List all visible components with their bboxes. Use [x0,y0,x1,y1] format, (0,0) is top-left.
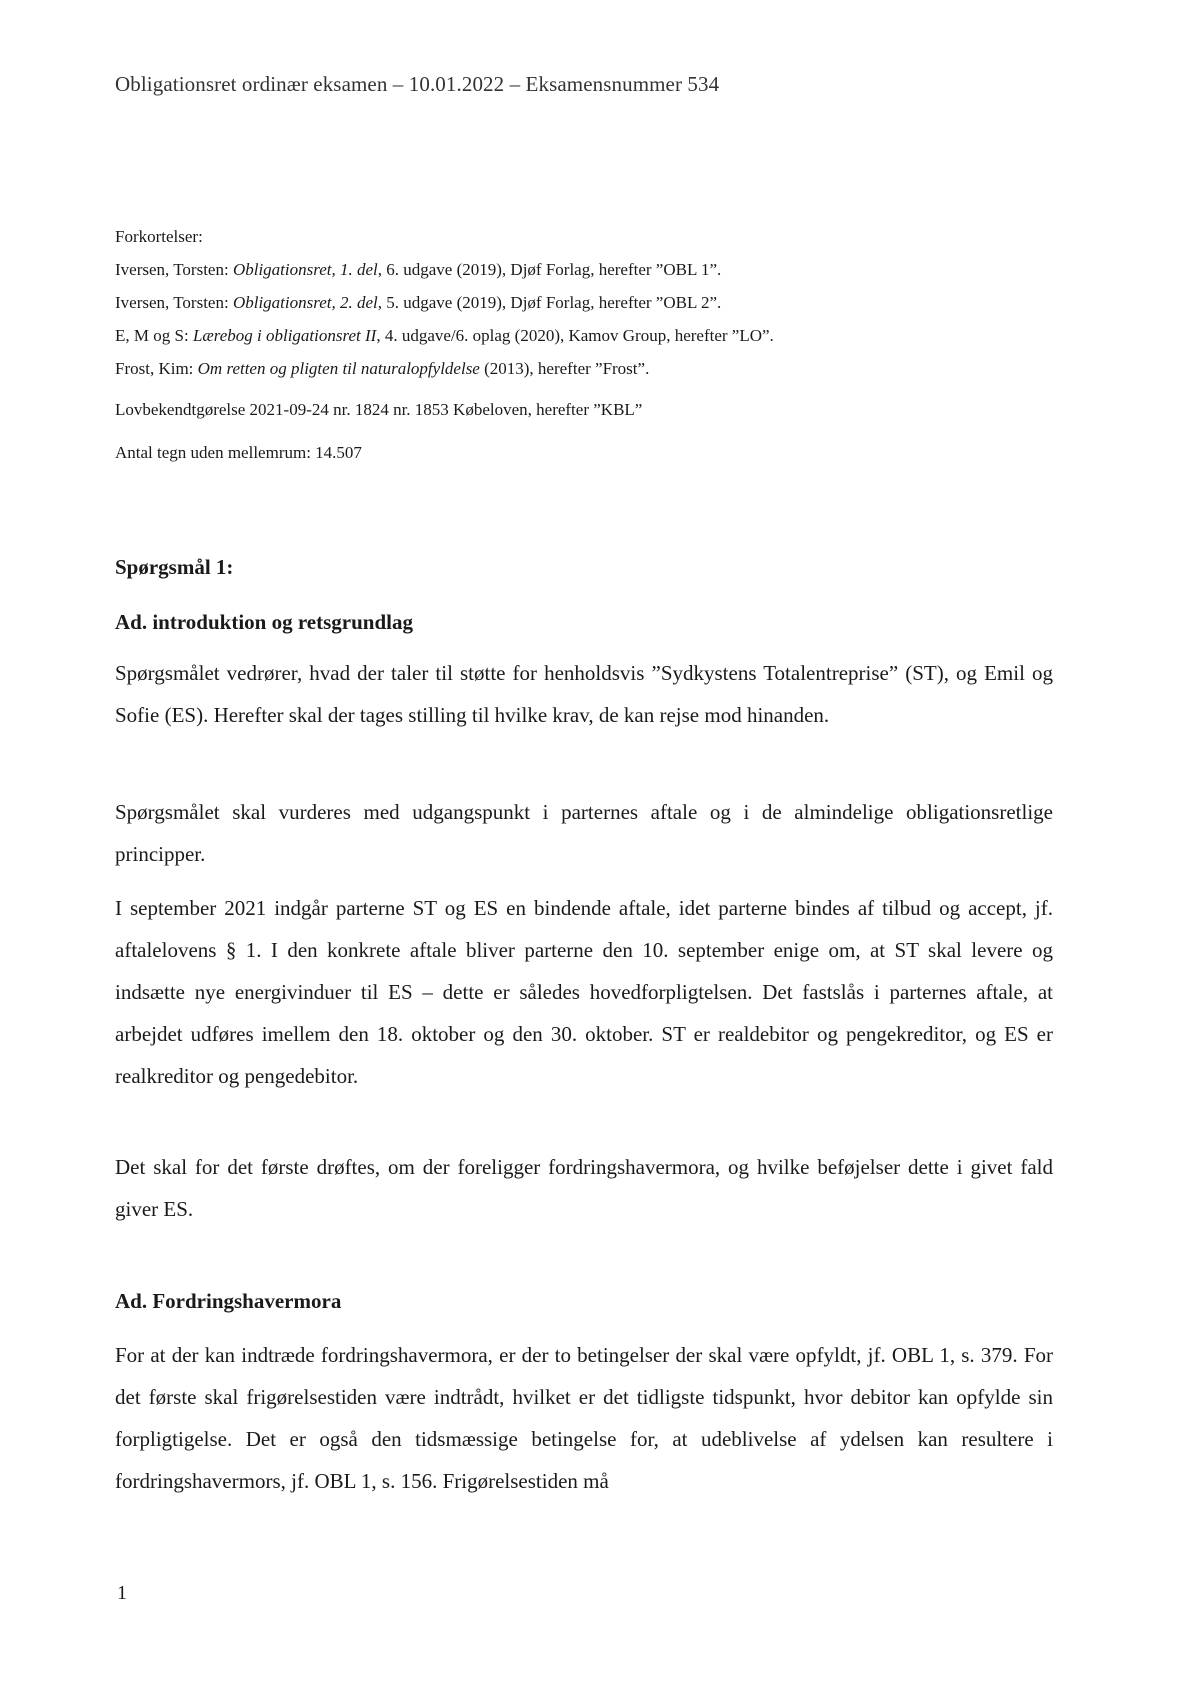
entry-title: Obligationsret, 2. del [232,293,378,312]
abbreviation-entry [115,319,1095,352]
paragraph-text: Det skal for det første drøftes, om der foreligger fordringshavermora, og hvilke beføjelser dette i givet fald giver ES. [115,1155,1053,1221]
intro-heading: Ad. introduktion og retsgrundlag [115,610,413,634]
law-reference: Lovbekendtgørelse 2021-09-24 nr. 1824 nr. 1853 Købeloven, herefter ”KBL” [115,400,643,419]
fordringshavermora-heading: Ad. Fordringshavermora [115,1289,342,1313]
question-1-title: Spørgsmål 1: [115,555,234,579]
entry-details: (2013), herefter ”Frost”. [479,359,650,378]
entry-title: Om retten og pligten til naturalopfyldelse [197,359,480,378]
entry-details: , 4. udgave/6. oplag (2020), Kamov Group, herefter ”LO”. [376,326,774,345]
character-count: Antal tegn uden mellemrum: 14.507 [115,443,362,462]
abbreviations-block [115,220,1095,469]
subsection-heading [115,1280,1053,1322]
subsection-heading [115,601,1053,643]
paragraph [115,887,1053,1097]
question-heading [115,546,1053,588]
page-header: Obligationsret ordinær eksamen – 10.01.2022 – Eksamensnummer 534 [115,72,720,96]
page-number: 1 [117,1582,127,1604]
paragraph [115,791,1053,875]
paragraph-text: Spørgsmålet vedrører, hvad der taler til støtte for henholdsvis ”Sydkystens Totalentreprise” (ST), og Emil og Sofie (ES). Herefter skal der tages stilling til hvilke krav, de kan rejse mod hinanden. [115,661,1053,727]
entry-title: Obligationsret, 1. del [232,260,378,279]
entry-author: E, M og S: [115,326,193,345]
abbreviations-heading: Forkortelser: [115,227,203,246]
paragraph [115,1334,1053,1502]
paragraph-text: I september 2021 indgår parterne ST og ES en bindende aftale, idet parterne bindes af tilbud og accept, jf. aftalelovens § 1. I den konkrete aftale bliver parterne den 10. september enige om, at ST skal levere og indsætte nye energivinduer til ES – dette er således hovedforpligtelsen. Det fastslås i parternes aftale, at arbejdet udføres imellem den 18. oktober og den 30. oktober. ST er realdebitor og pengekreditor, og ES er realkreditor og pengedebitor. [115,896,1053,1088]
paragraph-text: Spørgsmålet skal vurderes med udgangspunkt i parternes aftale og i de almindelige obligationsretlige principper. [115,800,1053,866]
entry-title: Lærebog i obligationsret II [192,326,377,345]
entry-author: Iversen, Torsten: [115,293,233,312]
abbreviation-entry [115,286,1095,319]
entry-details: , 6. udgave (2019), Djøf Forlag, herefter ”OBL 1”. [377,260,722,279]
paragraph-text: For at der kan indtræde fordringshavermora, er der to betingelser der skal være opfyldt, jf. OBL 1, s. 379. For det første skal frigørelsestiden være indtrådt, hvilket er det tidligste tidspunkt, hvor debitor kan opfylde sin forpligtigelse. Det er også den tidsmæssige betingelse for, at udeblivelse af ydelsen kan resultere i fordringshavermors, jf. OBL 1, s. 156. Frigørelsestiden må [115,1343,1053,1493]
paragraph [115,652,1053,736]
entry-details: , 5. udgave (2019), Djøf Forlag, herefter ”OBL 2”. [377,293,722,312]
abbreviation-entry [115,352,1095,385]
entry-author: Iversen, Torsten: [115,260,233,279]
abbreviation-entry [115,253,1095,286]
paragraph [115,1146,1053,1230]
entry-author: Frost, Kim: [115,359,198,378]
